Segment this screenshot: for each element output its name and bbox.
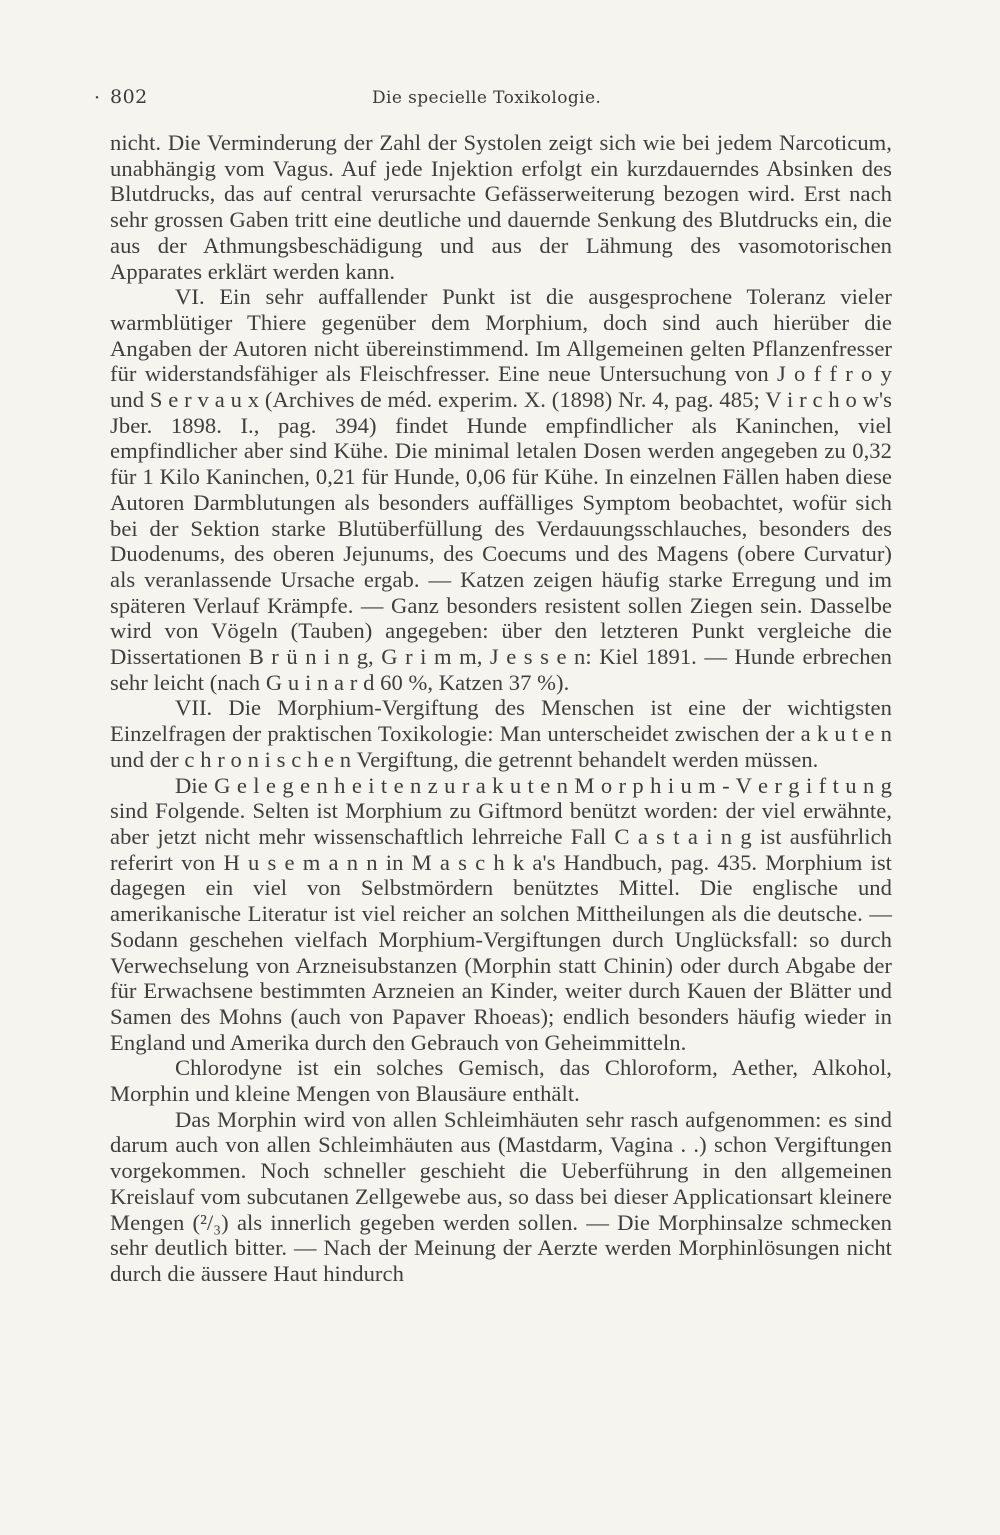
page-number bbox=[94, 86, 148, 109]
paragraph-6: Das Morphin wird von allen Schleimhäuten sehr rasch aufgenommen: es sind darum auch von allen Schleimhäuten aus (Mastdarm, Vagina . .) schon Vergiftungen vorgekommen. Noch schneller geschieht die Ueberführung in den allgemeinen Kreislauf vom subcutanen Zellgewebe aus, so dass bei dieser Applicationsart kleinere Mengen (²/₃) als innerlich gegeben werden sollen. — Die Morphinsalze schmecken sehr deutlich bitter. — Nach der Meinung der Aerzte werden Morphinlösungen nicht durch die äussere Haut hindurch bbox=[110, 1106, 892, 1286]
paragraph-4: Die G e l e g e n h e i t e n z u r a k u t e n M o r p h i u m - V e r g i f t u n g sind Folgende. Selten ist Morphium zu Giftmord benützt worden: der viel erwähnte, aber jetzt nicht mehr wissenschaftlich lehrreiche Fall C a s t a i n g ist ausführlich referirt von H u s e m a n n in M a s c h k a's Handbuch, pag. 435. Morphium ist dagegen ein viel von Selbstmördern benütztes Mittel. Die englische und amerikanische Literatur ist viel reicher an solchen Mittheilungen als die deutsche. — Sodann geschehen vielfach Morphium-Vergiftungen durch Unglücksfall: so durch Verwechselung von Arzneisubstanzen (Morphin statt Chinin) oder durch Abgabe der für Erwachsene bestimmten Arzneien an Kinder, weiter durch Kauen der Blätter und Samen des Mohns (auch von Papaver Rhoeas); endlich besonders häufig wieder in England und Amerika durch den Gebrauch von Geheimmitteln. bbox=[110, 772, 892, 1055]
page-header bbox=[94, 84, 892, 112]
page-marker: · bbox=[94, 87, 101, 109]
paragraph-1: nicht. Die Verminderung der Zahl der Systolen zeigt sich wie bei jedem Narcoticum, unabhängig vom Vagus. Auf jede Injektion erfolgt ein kurzdauerndes Absinken des Blutdrucks, das auf central verursachte Gefässerweiterung bezogen wird. Erst nach sehr grossen Gaben tritt eine deutliche und dauernde Senkung des Blutdrucks ein, die aus der Athmungsbeschädigung und aus der Lähmung des vasomotorischen Apparates erklärt werden kann. bbox=[110, 130, 892, 284]
paragraph-2: VI. Ein sehr auffallender Punkt ist die ausgesprochene Toleranz vieler warmblütiger Thiere gegenüber dem Morphium, doch sind auch hierüber die Angaben der Autoren nicht übereinstimmend. Im Allgemeinen gelten Pflanzenfresser für widerstandsfähiger als Fleischfresser. Eine neue Untersuchung von J o f f r o y und S e r v a u x (Archives de méd. experim. X. (1898) Nr. 4, pag. 485; V i r c h o w's Jber. 1898. I., pag. 394) findet Hunde empfindlicher als Kaninchen, viel empfindlicher aber sind Kühe. Die minimal letalen Dosen werden angegeben zu 0,32 für 1 Kilo Kaninchen, 0,21 für Hunde, 0,06 für Kühe. In einzelnen Fällen haben diese Autoren Darmblutungen als besonders auffälliges Symptom beobachtet, wofür sich bei der Sektion starke Blutüberfüllung des Verdauungsschlauches, besonders des Duodenums, des oberen Jejunums, des Coecums und des Magens (obere Curvatur) als veranlassende Ursache ergab. — Katzen zeigen häufig starke Erregung und im späteren Verlauf Krämpfe. — Ganz besonders resistent sollen Ziegen sein. Dasselbe wird von Vögeln (Tauben) angegeben: über den letzteren Punkt vergleiche die Dissertationen B r ü n i n g, G r i m m, J e s s e n: Kiel 1891. — Hunde erbrechen sehr leicht (nach G u i n a r d 60 %, Katzen 37 %). bbox=[110, 284, 892, 695]
body-text bbox=[110, 130, 892, 1287]
paragraph-5: Chlorodyne ist ein solches Gemisch, das Chloroform, Aether, Alkohol, Morphin und kleine Mengen von Blausäure enthält. bbox=[110, 1055, 892, 1107]
page-number-value: 802 bbox=[110, 86, 148, 108]
running-head: Die specielle Toxikologie. bbox=[372, 88, 602, 108]
paragraph-3: VII. Die Morphium-Vergiftung des Menschen ist eine der wichtigsten Einzelfragen der praktischen Toxikologie: Man unterscheidet zwischen der a k u t e n und der c h r o n i s c h e n Vergiftung, die getrennt behandelt werden müssen. bbox=[110, 695, 892, 772]
